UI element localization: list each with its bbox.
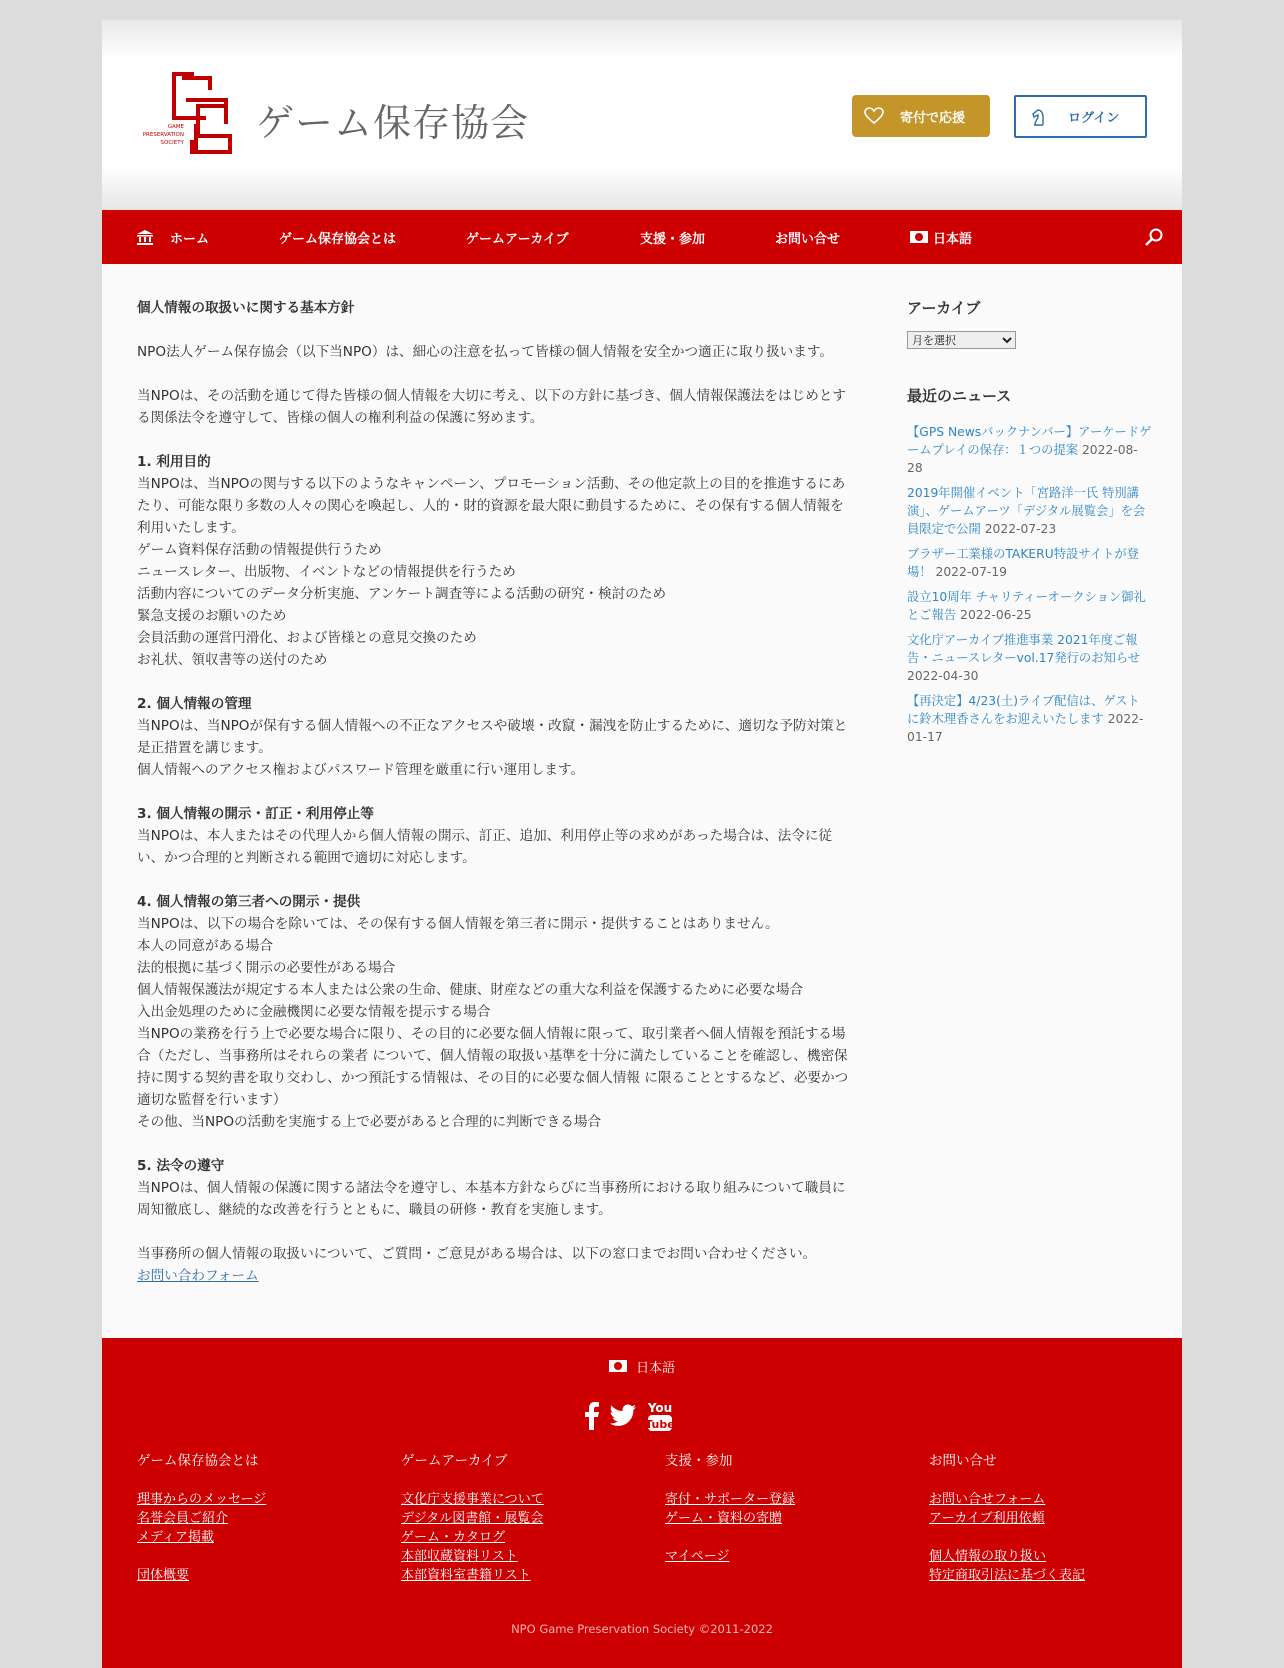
nav-game-archive[interactable]: ゲームアーカイブ [466, 231, 569, 247]
list-item: 法的根拠に基づく開示の必要性がある場合 [137, 960, 396, 976]
login-label: ログイン [1068, 111, 1120, 126]
knight-icon [1030, 107, 1046, 127]
nav-language-label: 日本語 [933, 231, 973, 247]
svg-text:You: You [647, 1401, 673, 1415]
sidebar [907, 297, 1152, 753]
footer-link[interactable]: デジタル図書館・展覧会 [401, 1511, 544, 1526]
list-item: 当NPOの業務を行う上で必要な場合に限り、その目的に必要な個人情報に限って、取引業者へ個人情報を預託する場合（ただし、当事務所はそれらの業者 について、個人情報の取扱い基準を十分に満たしていることを確認し、機密保持に関する契約書を取り交わし、かつ預託する情報は、その目的に必要な個人情報 に限ることとするなど、必要かつ適切な監督を行います） [137, 1026, 849, 1108]
section-body: 当NPOは、個人情報の保護に関する諸法令を遵守し、本基本方針ならびに当事務所における取り組みについて職員に周知徹底し、継続的な改善を行うとともに、職員の研修・教育を実施します。 [137, 1180, 846, 1218]
section-heading: 2. 個人情報の管理 [137, 696, 252, 712]
news-link[interactable]: ブラザー工業様のTAKERU特設サイトが登場！ [907, 547, 1139, 579]
news-link[interactable]: 【再決定】4/23(土)ライブ配信は、ゲストに鈴木理香さんをお迎えいたします [907, 694, 1140, 726]
copyright: NPO Game Preservation Society ©2011-2022 [511, 1622, 773, 1636]
news-item [907, 484, 1152, 538]
footer-link[interactable]: 文化庁支援事業について [401, 1492, 544, 1507]
social-links [582, 1400, 712, 1434]
contact-form-link[interactable]: お問い合わフォーム [137, 1268, 259, 1284]
month-select[interactable] [907, 331, 1016, 349]
footer-link[interactable]: 寄付・サポーター登録 [665, 1492, 796, 1507]
section-heading: 3. 個人情報の開示・訂正・利用停止等 [137, 806, 374, 822]
heart-icon [864, 107, 884, 125]
news-date: 2022-06-25 [960, 608, 1032, 622]
nav-support[interactable]: 支援・参加 [640, 231, 706, 247]
footer-link[interactable]: 団体概要 [137, 1568, 190, 1583]
site-footer [102, 1338, 1182, 1668]
footer-col-heading: お問い合せ [929, 1453, 997, 1469]
footer-col-about [137, 1451, 357, 1585]
section-body: 当NPOは、当NPOが保有する個人情報への不正なアクセスや破壊・改竄・漏洩を防止するために、適切な予防対策と是正措置を講じます。 [137, 718, 848, 756]
news-link[interactable]: 【GPS Newsバックナンバー】アーケードゲームプレイの保存：１つの提案 [907, 425, 1152, 457]
news-item [907, 588, 1152, 624]
main-content [137, 297, 857, 1287]
footer-col-heading: 支援・参加 [665, 1453, 733, 1469]
svg-text:GAME: GAME [167, 124, 184, 130]
nav-contact[interactable]: お問い合せ [775, 231, 841, 247]
list-item: 活動内容についてのデータ分析実施、アンケート調査等による活動の研究・検討のため [137, 586, 667, 602]
svg-text:Tube: Tube [645, 1418, 675, 1431]
list-item: 会員活動の運営円滑化、および皆様との意見交換のため [137, 630, 477, 646]
site-logo[interactable] [136, 72, 236, 154]
footer-link[interactable]: 本部資料室書籍リスト [401, 1568, 531, 1583]
svg-text:SOCIETY: SOCIETY [160, 140, 184, 146]
news-item [907, 545, 1152, 581]
intro-paragraph-2: 当NPOは、その活動を通じて得た皆様の個人情報を大切に考え、以下の方針に基づき、個人情報保護法をはじめとする関係法令を遵守して、皆様の個人の権利利益の保護に努めます。 [137, 388, 847, 426]
news-link[interactable]: 2019年開催イベント「宮路洋一氏 特別講演」、ゲームアーツ「デジタル展覧会」を会員限定で公開 [907, 486, 1146, 536]
section-heading: 4. 個人情報の第三者への開示・提供 [137, 894, 361, 910]
youtube-icon[interactable] [647, 1400, 673, 1436]
donate-button[interactable] [852, 95, 990, 137]
footer-link[interactable]: ゲーム・資料の寄贈 [665, 1511, 783, 1526]
list-item: その他、当NPOの活動を実施する上で必要があると合理的に判断できる場合 [137, 1114, 602, 1130]
section-heading: 5. 法令の遵守 [137, 1158, 225, 1174]
intro-paragraph: NPO法人ゲーム保存協会（以下当NPO）は、細心の注意を払って皆様の個人情報を安全かつ適正に取り扱います。 [137, 344, 833, 360]
footer-link[interactable]: メディア掲載 [137, 1530, 214, 1545]
list-item: ニュースレター、出版物、イベントなどの情報提供を行うため [137, 564, 516, 580]
footer-link[interactable]: ゲーム・カタログ [401, 1530, 506, 1545]
footer-col-heading: ゲームアーカイブ [401, 1453, 508, 1469]
japan-flag-icon [910, 231, 928, 243]
facebook-icon[interactable] [582, 1400, 600, 1434]
news-link[interactable]: 設立10周年 チャリティーオークション御礼とご報告 [907, 590, 1146, 622]
section-heading: 1. 利用目的 [137, 454, 211, 470]
news-date: 2022-08-28 [907, 443, 1138, 475]
footer-link[interactable]: マイページ [665, 1549, 730, 1564]
list-item: お礼状、領収書等の送付のため [137, 652, 328, 668]
svg-text:PRESERVATION: PRESERVATION [142, 132, 184, 138]
list-item: 緊急支援のお願いのため [137, 608, 287, 624]
footer-col-contact [929, 1451, 1149, 1585]
news-item [907, 692, 1152, 746]
news-item [907, 423, 1152, 477]
footer-language-label: 日本語 [636, 1361, 676, 1376]
archive-widget-title: アーカイブ [907, 299, 981, 317]
twitter-icon[interactable] [609, 1404, 637, 1432]
login-button[interactable] [1014, 95, 1147, 138]
nav-language[interactable] [910, 210, 972, 264]
nav-home[interactable] [136, 210, 209, 264]
japan-flag-icon [609, 1360, 627, 1372]
page-title: 個人情報の取扱いに関する基本方針 [137, 300, 355, 316]
news-list [907, 423, 1152, 746]
section-body: 個人情報へのアクセス権およびパスワード管理を厳重に行い運用します。 [137, 762, 585, 778]
footer-col-archive [401, 1451, 621, 1585]
list-item: ゲーム資料保存活動の情報提供行うため [137, 542, 382, 558]
nav-about[interactable]: ゲーム保存協会とは [279, 231, 397, 247]
page [102, 20, 1182, 1668]
donate-label: 寄付で応援 [900, 110, 966, 126]
search-icon[interactable] [1144, 227, 1164, 247]
footer-link[interactable]: アーカイブ利用依頼 [929, 1511, 1045, 1526]
news-link[interactable]: 文化庁アーカイブ推進事業 2021年度ご報告・ニュースレターvol.17発行のお知らせ [907, 633, 1141, 665]
footer-link[interactable]: 特定商取引法に基づく表記 [929, 1568, 1086, 1583]
site-header [102, 20, 1182, 210]
news-date: 2022-07-23 [984, 522, 1057, 536]
museum-icon [136, 229, 154, 245]
footer-link[interactable]: お問い合せフォーム [929, 1492, 1046, 1507]
footer-col-heading: ゲーム保存協会とは [137, 1453, 259, 1469]
list-item: 個人情報保護法が規定する本人または公衆の生命、健康、財産などの重大な利益を保護するために必要な場合 [137, 982, 804, 998]
list-item: 本人の同意がある場合 [137, 938, 273, 954]
news-date: 2022-07-19 [935, 565, 1007, 579]
news-date: 2022-01-17 [907, 712, 1144, 744]
main-nav [102, 210, 1182, 264]
footer-language[interactable] [102, 1357, 1182, 1376]
section-body: 当NPOは、本人またはその代理人から個人情報の開示、訂正、追加、利用停止等の求めがあった場合は、法令に従い、かつ合理的と判断される範囲で適切に対応します。 [137, 828, 833, 866]
footer-link[interactable]: 名誉会員ご紹介 [137, 1511, 229, 1526]
news-item [907, 631, 1152, 685]
nav-home-label: ホーム [170, 231, 210, 247]
news-widget-title: 最近のニュース [907, 387, 1012, 405]
footer-col-support [665, 1451, 885, 1566]
footer-link[interactable]: 個人情報の取り扱い [929, 1549, 1047, 1564]
section-body: 当NPOは、当NPOの関与する以下のようなキャンペーン、プロモーション活動、その他定款上の目的を推進するにあたり、可能な限り多数の人々の関心を喚起し、人的・財的資源を最大限に動員するために、その保有する個人情報を利用いたします。 [137, 476, 846, 536]
footer-link[interactable]: 理事からのメッセージ [137, 1492, 267, 1507]
closing-paragraph: 当事務所の個人情報の取扱いについて、ご質問・ご意見がある場合は、以下の窓口までお問い合わせください。 [137, 1246, 817, 1262]
list-item: 入出金処理のために金融機関に必要な情報を提示する場合 [137, 1004, 491, 1020]
site-title[interactable]: ゲーム保存協会 [256, 101, 530, 145]
news-date: 2022-04-30 [907, 669, 979, 683]
section-body: 当NPOは、以下の場合を除いては、その保有する個人情報を第三者に開示・提供することはありません。 [137, 916, 779, 932]
footer-link[interactable]: 本部収蔵資料リスト [401, 1549, 518, 1564]
